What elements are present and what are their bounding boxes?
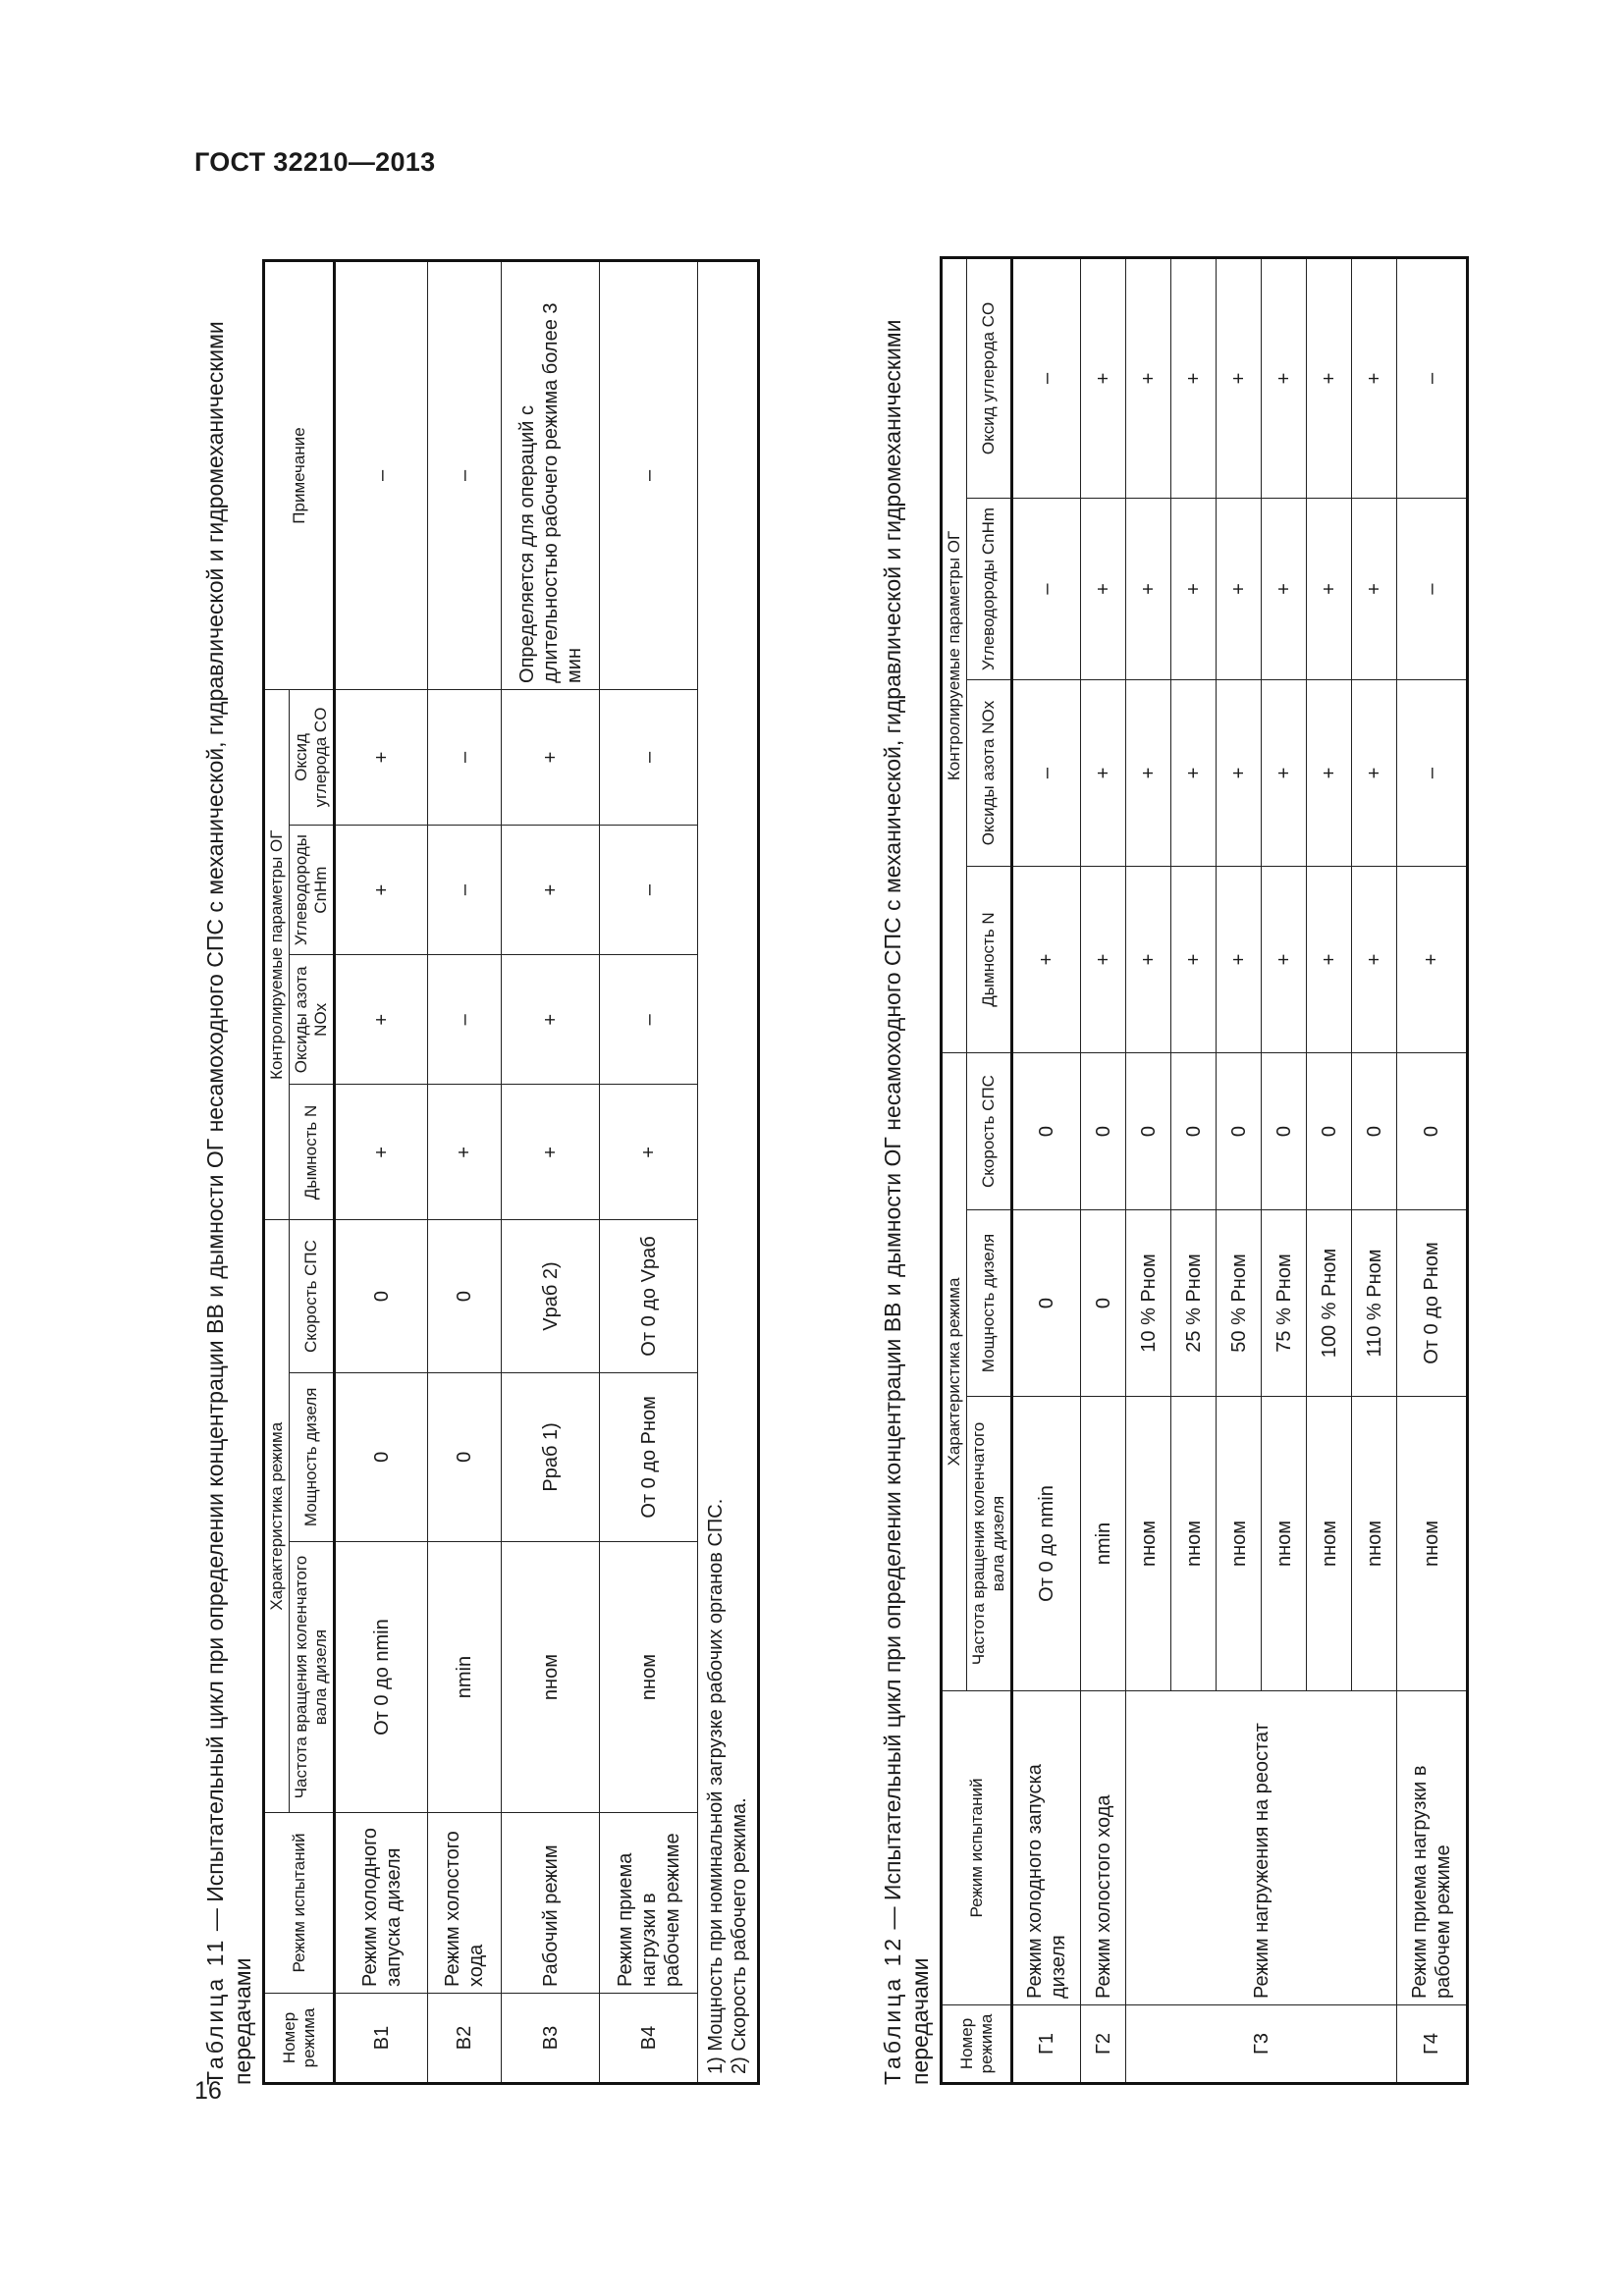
row-speed: Vраб 2) — [502, 1220, 600, 1372]
table-row — [1126, 257, 1171, 2083]
row-smoke: + — [600, 1085, 698, 1220]
row-mode: Режим нагружения на реостат — [1126, 1691, 1397, 2005]
row-hc: + — [502, 826, 600, 955]
table11-label: Таблица 11 — [202, 1937, 228, 2085]
document-header: ГОСТ 32210—2013 — [194, 147, 436, 177]
table12-col-hc: Углеводороды CnHm — [967, 499, 1012, 680]
row-freq: nном — [1262, 1397, 1307, 1691]
row-power: От 0 до Pном — [1397, 1210, 1468, 1397]
row-nox: + — [1352, 680, 1397, 867]
row-smoke: + — [502, 1085, 600, 1220]
row-hc: + — [1352, 499, 1397, 680]
row-smoke: + — [1081, 867, 1126, 1053]
table12-col-mode: Режим испытаний — [942, 1691, 1012, 2005]
row-power: 10 % Pном — [1126, 1210, 1171, 1397]
row-power: 110 % Pном — [1352, 1210, 1397, 1397]
table12-col-nox: Оксиды азота NOx — [967, 680, 1012, 867]
row-co: + — [335, 689, 428, 825]
row-freq: nmin — [428, 1542, 502, 1813]
row-smoke: + — [1352, 867, 1397, 1053]
table12-col-smoke: Дымность N — [967, 867, 1012, 1053]
table11-col-nox: Оксиды азота NOx — [290, 955, 335, 1085]
table-row — [335, 261, 428, 2084]
row-speed: 0 — [1307, 1053, 1352, 1210]
row-power: 25 % Pном — [1171, 1210, 1217, 1397]
table12-col-freq: Частота вращения коленчатого вала дизеля — [967, 1397, 1012, 1691]
table11-col-power: Мощность дизеля — [290, 1372, 335, 1541]
row-freq: nmin — [1081, 1397, 1126, 1691]
row-nox: + — [335, 955, 428, 1085]
row-co: + — [1217, 257, 1262, 498]
row-power: 0 — [1012, 1210, 1081, 1397]
row-num: Г2 — [1081, 2005, 1126, 2084]
table11-col-co: Оксид углерода CO — [290, 689, 335, 825]
row-nox: + — [1081, 680, 1126, 867]
row-co: – — [1397, 257, 1468, 498]
row-smoke: + — [1171, 867, 1217, 1053]
row-num: В4 — [600, 1994, 698, 2084]
row-co: – — [600, 689, 698, 825]
row-speed: 0 — [1081, 1053, 1126, 1210]
table-row — [428, 261, 502, 2084]
row-co: + — [1262, 257, 1307, 498]
row-note: – — [600, 261, 698, 690]
row-num: Г1 — [1012, 2005, 1081, 2084]
row-power: 100 % Pном — [1307, 1210, 1352, 1397]
row-nox: – — [428, 955, 502, 1085]
row-nox: + — [1217, 680, 1262, 867]
row-speed: 0 — [1352, 1053, 1397, 1210]
row-power: 0 — [1081, 1210, 1126, 1397]
row-num: В1 — [335, 1994, 428, 2084]
row-num: Г4 — [1397, 2005, 1468, 2084]
table12-col-speed: Скорость СПС — [967, 1053, 1012, 1210]
table-row — [1397, 257, 1468, 2083]
table-row — [1081, 257, 1126, 2083]
row-note: – — [428, 261, 502, 690]
row-speed: 0 — [1126, 1053, 1171, 1210]
row-co: – — [1012, 257, 1081, 498]
table12-caption-text: — Испытательный цикл при определении концентрации ВВ и дымности ОГ несамоходного СПС с механической, гидравлической и гидромеханическими передачами — [880, 319, 933, 2085]
row-co: + — [1352, 257, 1397, 498]
footnote-1: 1) Мощность при номинальной загрузке рабочих органов СПС. — [705, 1498, 727, 2074]
row-mode: Режим холодного запуска дизеля — [1012, 1691, 1081, 2005]
table11-col-mode: Режим испытаний — [264, 1813, 335, 1994]
table12-col-co: Оксид углерода CO — [967, 257, 1012, 498]
row-nox: – — [600, 955, 698, 1085]
row-nox: – — [1397, 680, 1468, 867]
row-hc: – — [1397, 499, 1468, 680]
footnote-2: 2) Скорость рабочего режима. — [729, 1797, 750, 2074]
row-freq: nном — [1126, 1397, 1171, 1691]
table-row — [1012, 257, 1081, 2083]
table12-col-num: Номер режима — [942, 2005, 1012, 2084]
row-co: + — [1081, 257, 1126, 498]
row-freq: nном — [1397, 1397, 1468, 1691]
row-power: От 0 до Pном — [600, 1372, 698, 1541]
rotated-content — [201, 220, 1615, 2085]
table11-col-num: Номер режима — [264, 1994, 335, 2084]
row-freq: nном — [1352, 1397, 1397, 1691]
row-num: В2 — [428, 1994, 502, 2084]
row-hc: – — [1012, 499, 1081, 680]
table12 — [940, 256, 1469, 2085]
row-hc: – — [600, 826, 698, 955]
row-num: В3 — [502, 1994, 600, 2084]
row-freq: От 0 до nmin — [335, 1542, 428, 1813]
row-mode: Режим холодного запуска дизеля — [335, 1813, 428, 1994]
table11-block — [201, 240, 760, 2085]
row-note: – — [335, 261, 428, 690]
table12-caption — [879, 240, 934, 2085]
row-smoke: + — [1217, 867, 1262, 1053]
table-row — [502, 261, 600, 2084]
row-co: + — [1171, 257, 1217, 498]
table12-col-power: Мощность дизеля — [967, 1210, 1012, 1397]
row-smoke: + — [1126, 867, 1171, 1053]
row-power: 0 — [335, 1372, 428, 1541]
row-power: 0 — [428, 1372, 502, 1541]
row-hc: + — [1171, 499, 1217, 680]
row-smoke: + — [1012, 867, 1081, 1053]
table11-footnotes — [698, 261, 759, 2084]
table12-group-char: Характеристика режима — [942, 1053, 967, 1691]
row-co: + — [502, 689, 600, 825]
row-nox: + — [1307, 680, 1352, 867]
row-mode: Режим холостого хода — [428, 1813, 502, 1994]
row-nox: + — [1171, 680, 1217, 867]
table11-caption — [201, 240, 256, 2085]
table12-label: Таблица 12 — [880, 1935, 905, 2085]
row-freq: nном — [1307, 1397, 1352, 1691]
row-speed: 0 — [1217, 1053, 1262, 1210]
row-smoke: + — [428, 1085, 502, 1220]
table11-caption-text: — Испытательный цикл при определении концентрации ВВ и дымности ОГ несамоходного СПС с механической, гидравлической и гидромеханическими передачами — [202, 321, 255, 2085]
row-hc: – — [428, 826, 502, 955]
row-hc: + — [1262, 499, 1307, 680]
row-co: + — [1307, 257, 1352, 498]
table11-col-freq: Частота вращения коленчатого вала дизеля — [290, 1542, 335, 1813]
row-nox: + — [1262, 680, 1307, 867]
row-speed: 0 — [1012, 1053, 1081, 1210]
page-number: 16 — [194, 2077, 222, 2105]
row-freq: nном — [600, 1542, 698, 1813]
table11 — [262, 259, 760, 2085]
table11-col-note: Примечание — [264, 261, 335, 690]
table11-group-params: Контролируемые параметры ОГ — [264, 689, 290, 1219]
row-mode: Режим холостого хода — [1081, 1691, 1126, 2005]
row-nox: + — [502, 955, 600, 1085]
table11-col-speed: Скорость СПС — [290, 1220, 335, 1372]
row-freq: От 0 до nmin — [1012, 1397, 1081, 1691]
table11-col-smoke: Дымность N — [290, 1085, 335, 1220]
row-mode: Режим приема нагрузки в рабочем режиме — [600, 1813, 698, 1994]
table12-group-params: Контролируемые параметры ОГ — [942, 257, 967, 1052]
row-speed: 0 — [1262, 1053, 1307, 1210]
row-mode: Рабочий режим — [502, 1813, 600, 1994]
row-nox: + — [1126, 680, 1171, 867]
row-power: 50 % Pном — [1217, 1210, 1262, 1397]
table11-group-char: Характеристика режима — [264, 1220, 290, 1813]
row-co: – — [428, 689, 502, 825]
table11-col-hc: Углеводороды CnHm — [290, 826, 335, 955]
row-freq: nном — [502, 1542, 600, 1813]
row-speed: 0 — [1171, 1053, 1217, 1210]
row-hc: + — [1217, 499, 1262, 680]
row-mode: Режим приема нагрузки в рабочем режиме — [1397, 1691, 1468, 2005]
row-power: 75 % Pном — [1262, 1210, 1307, 1397]
row-num: Г3 — [1126, 2005, 1397, 2084]
row-freq: nном — [1171, 1397, 1217, 1691]
row-speed: 0 — [1397, 1053, 1468, 1210]
row-nox: – — [1012, 680, 1081, 867]
row-hc: + — [335, 826, 428, 955]
row-speed: 0 — [428, 1220, 502, 1372]
row-hc: + — [1126, 499, 1171, 680]
table12-block — [879, 240, 1469, 2085]
row-co: + — [1126, 257, 1171, 498]
row-smoke: + — [1307, 867, 1352, 1053]
row-power: Pраб 1) — [502, 1372, 600, 1541]
row-freq: nном — [1217, 1397, 1262, 1691]
row-note: Определяется для операций с длительностью рабочего режима более 3 мин — [502, 261, 600, 690]
row-smoke: + — [335, 1085, 428, 1220]
row-hc: + — [1307, 499, 1352, 680]
row-speed: От 0 до Vраб — [600, 1220, 698, 1372]
row-smoke: + — [1262, 867, 1307, 1053]
row-smoke: + — [1397, 867, 1468, 1053]
row-speed: 0 — [335, 1220, 428, 1372]
row-hc: + — [1081, 499, 1126, 680]
table-row — [600, 261, 698, 2084]
